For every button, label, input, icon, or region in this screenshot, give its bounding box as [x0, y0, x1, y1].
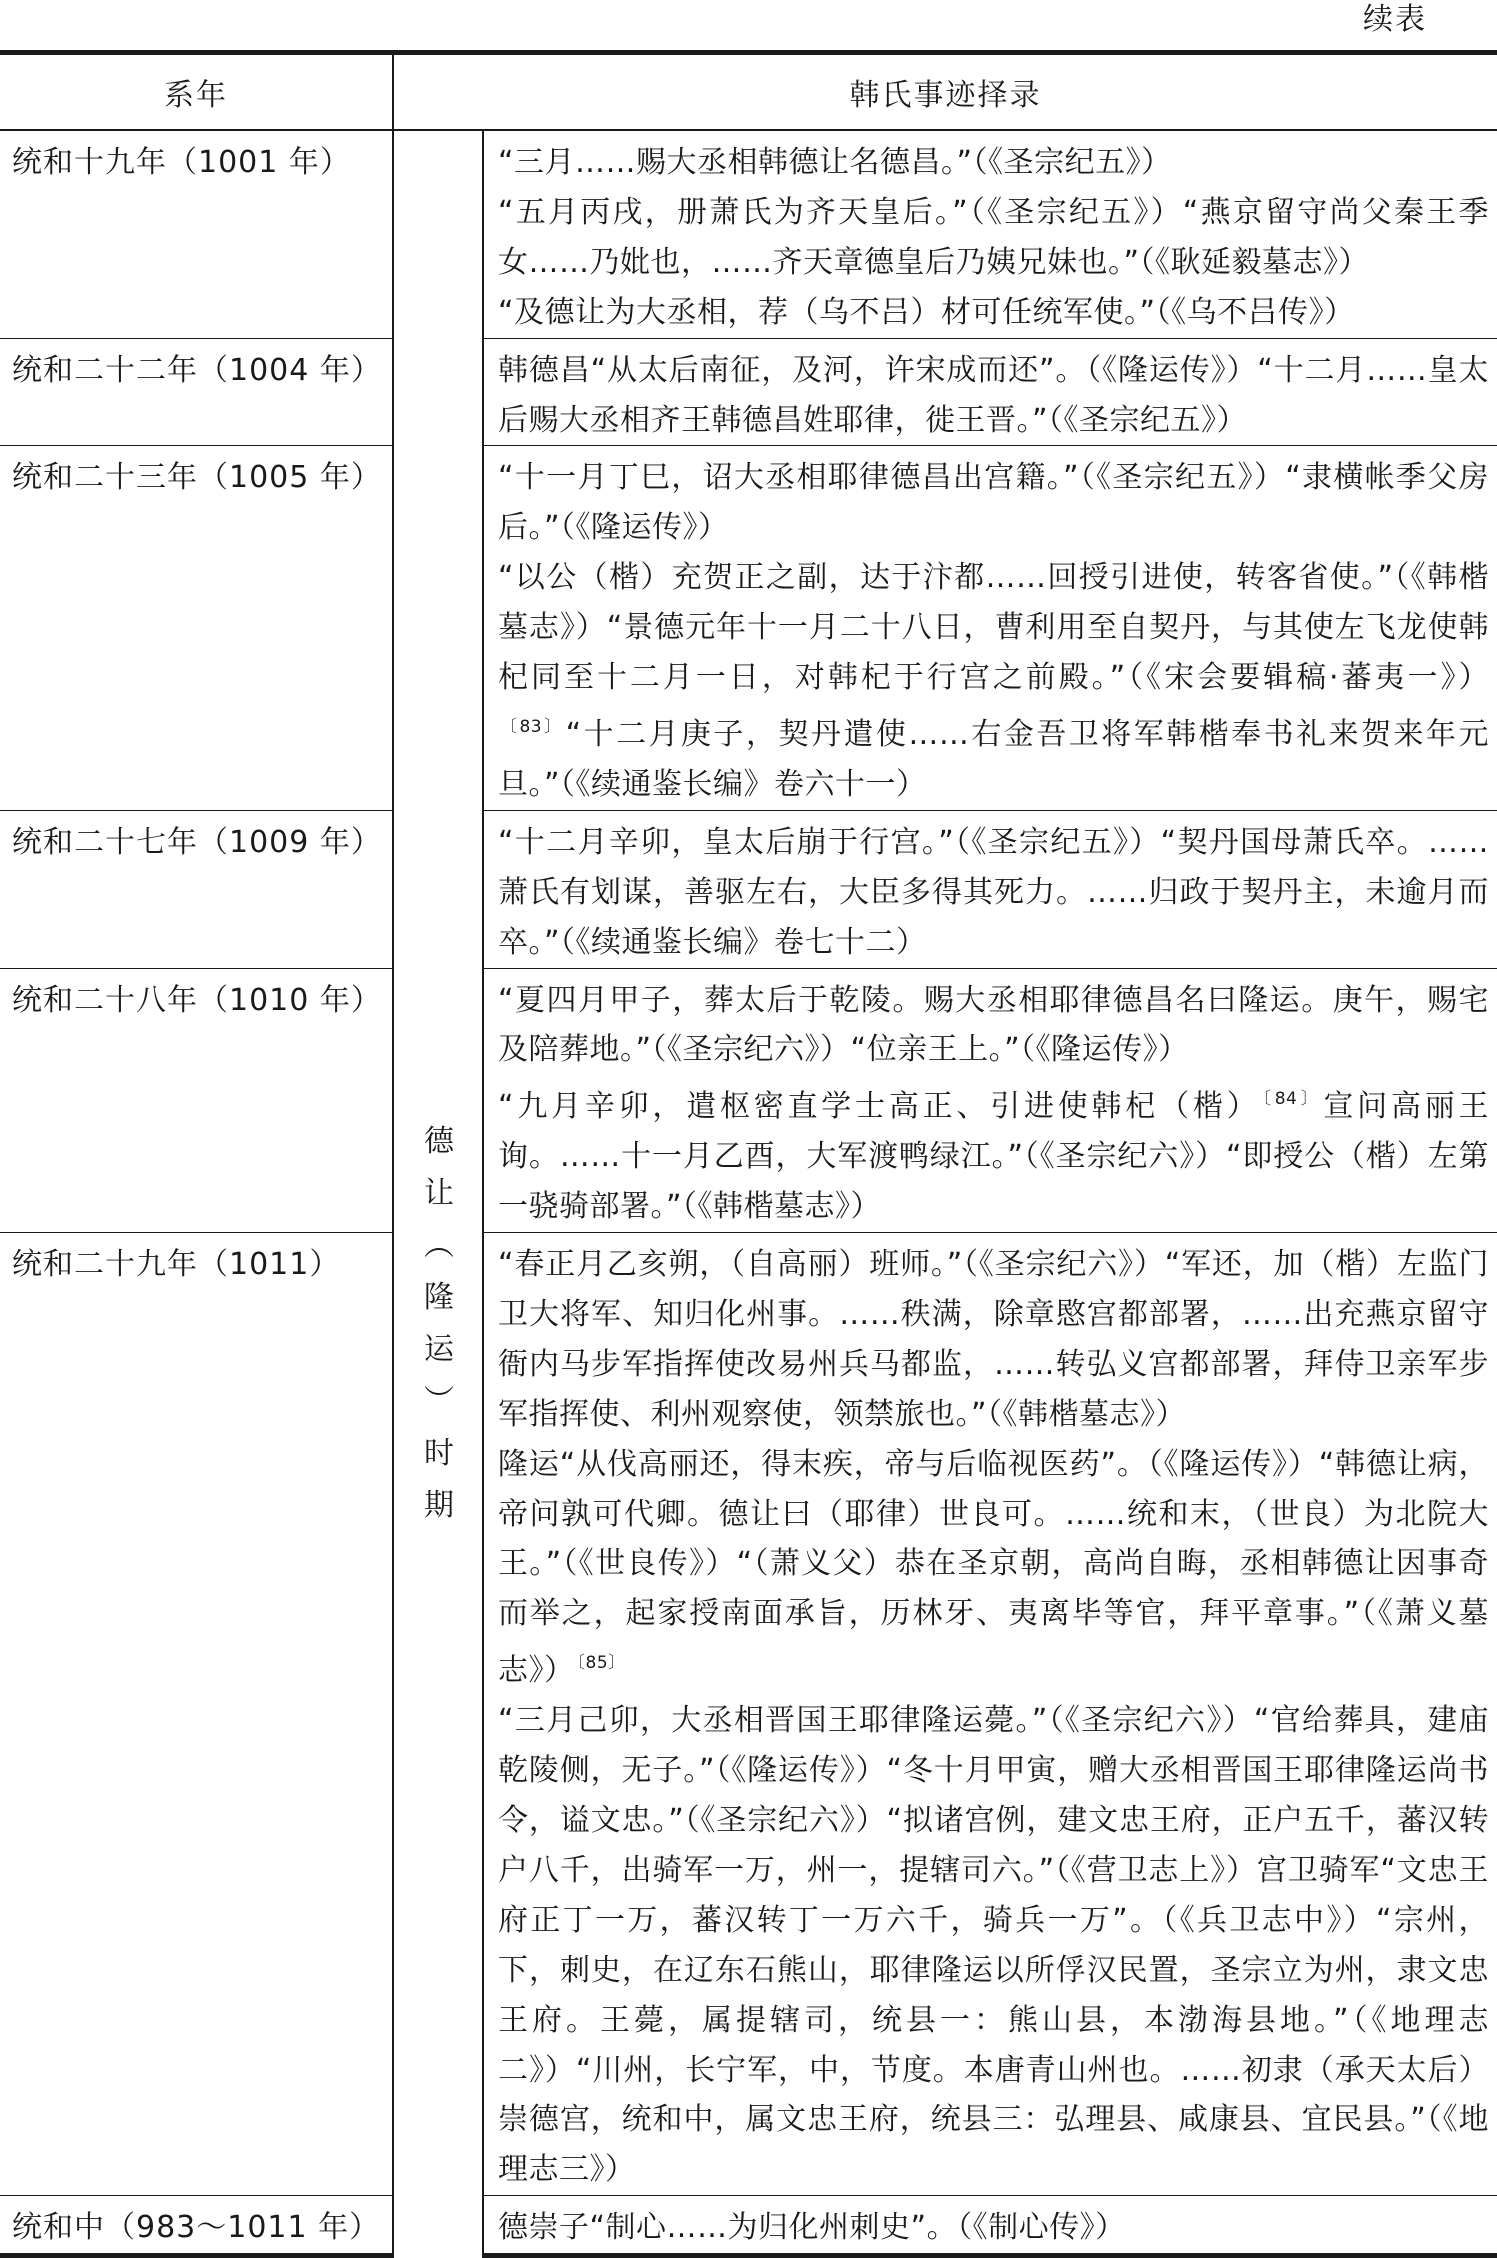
period-char: 运 [424, 1332, 454, 1367]
event-text: “以公（楷）充贺正之副，达于汴都……回授引进使，转客省使。”（《韩楷墓志》）“景德元年十一月二十八日，曹利用至自契丹，与其使左飞龙使韩杞同至十二月一日，对韩杞于行宫之前殿。”（《宋会要辑稿·蕃夷一》） [498, 560, 1489, 696]
header-year: 系年 [0, 53, 393, 131]
event-paragraph [498, 1440, 1489, 1697]
event-paragraph: “十一月丁巳，诏大丞相耶律德昌出宫籍。”（《圣宗纪五》）“隶横帐季父房后。”（《隆运传》） [498, 460, 1489, 546]
events-cell [483, 968, 1497, 1233]
period-char: 期 [424, 1488, 454, 1523]
events-cell [483, 810, 1497, 968]
events-cell [483, 2196, 1497, 2256]
continuation-caption: 续表 [1363, 2, 1427, 37]
period-char: ︶ [424, 1384, 454, 1419]
period-char: 隆 [424, 1280, 454, 1315]
period-char: 时 [424, 1436, 454, 1471]
table-row [0, 446, 1497, 810]
table-row [0, 130, 1497, 338]
events-cell [483, 130, 1497, 338]
event-paragraph [498, 1075, 1489, 1232]
period-label [394, 1116, 484, 1532]
han-clan-table [0, 50, 1497, 2258]
year-cell: 统和二十八年（1010 年） [0, 968, 393, 1233]
table-row [0, 968, 1497, 1233]
events-cell [483, 1233, 1497, 2196]
event-text: 宣问高丽王询。……十一月乙酉，大军渡鸭绿江。”（《圣宗纪六》）“即授公（楷）左第一骁骑部署。”（《韩楷墓志》） [498, 1089, 1489, 1225]
footnote-marker: 〔83〕 [500, 716, 564, 737]
period-char: 德 [424, 1124, 454, 1159]
event-text: “九月辛卯，遣枢密直学士高正、引进使韩杞（楷） [498, 1089, 1261, 1125]
event-paragraph [498, 553, 1489, 810]
events-cell [483, 338, 1497, 446]
header-events: 韩氏事迹择录 [393, 53, 1497, 131]
events-cell [483, 446, 1497, 810]
footnote-marker: 〔85〕 [576, 1653, 626, 1674]
period-cell [393, 130, 483, 2256]
table-row [0, 2196, 1497, 2256]
table-row [0, 338, 1497, 446]
table-header-row [0, 53, 1497, 131]
year-cell: 统和中（983～1011 年） [0, 2196, 393, 2256]
period-char: ︵ [424, 1228, 454, 1263]
year-cell: 统和二十三年（1005 年） [0, 446, 393, 810]
event-text: “十二月庚子，契丹遣使……右金吾卫将军韩楷奉书礼来贺来年元旦。”（《续通鉴长编》卷六十一） [498, 716, 1490, 802]
event-paragraph: 韩德昌“从太后南征，及河，许宋成而还”。（《隆运传》）“十二月……皇太后赐大丞相齐王韩德昌姓耶律，徙王晋。”（《圣宗纪五》） [498, 352, 1489, 438]
year-cell: 统和二十七年（1009 年） [0, 810, 393, 968]
event-paragraph: “三月……赐大丞相韩德让名德昌。”（《圣宗纪五》） [498, 145, 1172, 180]
event-paragraph: “夏四月甲子，葬太后于乾陵。赐大丞相耶律德昌名曰隆运。庚午，赐宅及陪葬地。”（《圣宗纪六》）“位亲王上。”（《隆运传》） [498, 982, 1489, 1068]
event-paragraph: “五月丙戌，册萧氏为齐天皇后。”（《圣宗纪五》）“燕京留守尚父秦王季女……乃妣也，……齐天章德皇后乃姨兄妹也。”（《耿延毅墓志》） [498, 194, 1489, 280]
table-row [0, 1233, 1497, 2196]
period-char: 让 [424, 1176, 454, 1211]
table-row [0, 810, 1497, 968]
event-paragraph: “十二月辛卯，皇太后崩于行宫。”（《圣宗纪五》）“契丹国母萧氏卒。……萧氏有划谋，善驱左右，大臣多得其死力。……归政于契丹主，未逾月而卒。”（《续通鉴长编》卷七十二） [498, 824, 1489, 960]
footnote-marker: 〔84〕 [1262, 1089, 1322, 1110]
event-paragraph: 德崇子“制心……为归化州刺史”。（《制心传》） [498, 2210, 1126, 2246]
event-text: 隆运“从伐高丽还，得末疾，帝与后临视医药”。（《隆运传》）“韩德让病，帝问孰可代卿。德让曰（耶律）世良可。……统和末，（世良）为北院大王。”（《世良传》）“（萧义父）恭在圣京朝，高尚自晦，丞相韩德让因事奇而举之，起家授南面承旨，历林牙、夷离毕等官，拜平章事。”（《萧义墓志》） [498, 1446, 1489, 1689]
event-paragraph: “三月己卯，大丞相晋国王耶律隆运薨。”（《圣宗纪六》）“官给葬具，建庙乾陵侧，无子。”（《隆运传》）“冬十月甲寅，赠大丞相晋国王耶律隆运尚书令，谥文忠。”（《圣宗纪六》）“拟诸宫例，建文忠王府，正户五千，蕃汉转户八千，出骑军一万，州一，提辖司六。”（《营卫志上》）宫卫骑军“文忠王府正丁一万，蕃汉转丁一万六千，骑兵一万”。（《兵卫志中》）“宗州，下，刺史，在辽东石熊山，耶律隆运以所俘汉民置，圣宗立为州，隶文忠王府。王薨，属提辖司，统县一：熊山县，本渤海县地。”（《地理志二》）“川州，长宁军，中，节度。本唐青山州也。……初隶（承天太后）崇德宫，统和中，属文忠王府，统县三：弘理县、咸康县、宜民县。”（《地理志三》） [498, 1703, 1489, 2188]
year-cell: 统和十九年（1001 年） [0, 130, 393, 338]
year-cell: 统和二十九年（1011） [0, 1233, 393, 2196]
event-paragraph: “及德让为大丞相，荐（乌不吕）材可任统军使。”（《乌不吕传》） [498, 294, 1355, 330]
event-paragraph: “春正月乙亥朔，（自高丽）班师。”（《圣宗纪六》）“军还，加（楷）左监门卫大将军、知归化州事。……秩满，除章愍宫都部署，……出充燕京留守衙内马步军指挥使改易州兵马都监，……转弘义宫都部署，拜侍卫亲军步军指挥使、利州观察使，领禁旅也。”（《韩楷墓志》） [498, 1247, 1489, 1432]
year-cell: 统和二十二年（1004 年） [0, 338, 393, 446]
